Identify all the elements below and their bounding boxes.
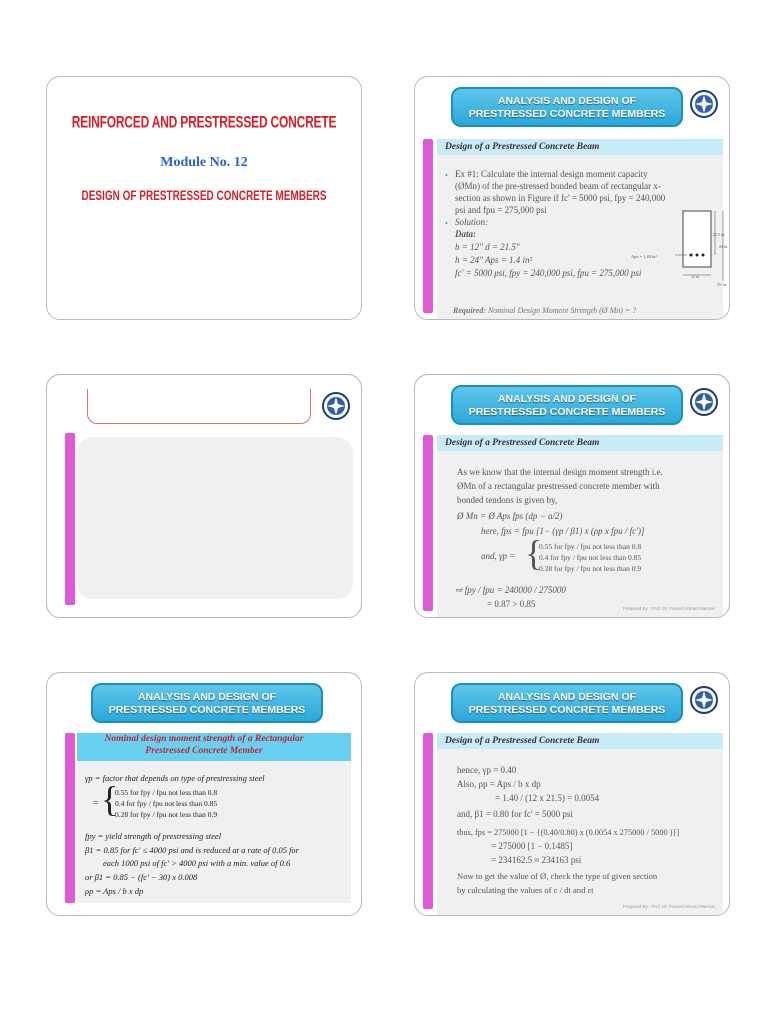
prepared-by-footer: Prepared By : Prof. Dr. Fareed Ahmed Memon (622, 606, 715, 611)
calc-line: = 1.40 / (12 x 21.5) = 0.0054 (495, 793, 600, 803)
calc-line: Also, ρp = Aps / b x dp (457, 779, 541, 789)
slide-banner: ANALYSIS AND DESIGN OF PRESTRESSED CONCRETE MEMBERS (91, 683, 323, 723)
brace-icon: { (525, 533, 543, 573)
definition-line: or β1 = 0.85 − (fc' − 30) x 0.008 (85, 872, 198, 882)
university-logo-icon (689, 685, 719, 715)
data-label: Data: (455, 229, 476, 239)
beam-section-diagram (629, 205, 727, 291)
slide-5 (46, 672, 362, 916)
cover-dimension-label: 2½ in. (717, 282, 728, 287)
slide-content (77, 437, 353, 599)
gamma-option: 0.4 for fpy / fpu not less than 0.85 (539, 553, 642, 562)
slide-3 (46, 374, 362, 618)
gamma-option: 0.55 for fpy / fpu not less than 0.8 (539, 542, 642, 551)
definition-line: fpy = yield strength of prestressing steel (85, 831, 222, 841)
slide-banner: ANALYSIS AND DESIGN OF PRESTRESSED CONCRETE MEMBERS (451, 683, 683, 723)
gamma-option: 0.4 for fpy / fpu not less than 0.85 (115, 799, 218, 808)
example-line: section as shown in Figure if fc' = 5000 psi, fpy = 240,000 (455, 193, 666, 203)
data-line: h = 24" Aps = 1.4 in² (455, 255, 533, 265)
slide-subhead: Design of a Prestressed Concrete Beam (437, 435, 723, 451)
prepared-by-footer: Prepared By : Prof. Dr. Fareed Ahmed Memon (622, 904, 715, 909)
solution-label: Solution: (455, 217, 488, 227)
definition-line: ρp = Aps / b x dp (85, 886, 144, 896)
calc-line: Now to get the value of Ø, check the type of given section (457, 871, 658, 881)
example-line: Ex #1: Calculate the internal design moment capacity (455, 169, 648, 179)
university-logo-icon (689, 89, 719, 119)
example-line: psi and fpu = 275,000 psi (455, 205, 547, 215)
beam-figure (629, 205, 727, 291)
gamma-option: 0.28 for fpy / fpu not less than 0.9 (115, 810, 218, 819)
b-dimension-label: 12 in. (691, 274, 701, 279)
ratio-result: = 0.87 > 0.85 (487, 599, 536, 609)
calc-line: hence, γp = 0.40 (457, 765, 517, 775)
empty-banner (87, 389, 311, 424)
slide-6 (414, 672, 730, 916)
data-line: b = 12" d = 21.5" (455, 242, 520, 252)
module-number: Module No. 12 (160, 155, 248, 170)
ratio-line: ⇨ fpy / fpu = 240000 / 275000 (455, 585, 566, 595)
bullet-icon: • (445, 170, 448, 180)
example-line: (ØMn) of the pre-stressed bonded beam of rectangular x- (455, 181, 661, 191)
required-line: Required: Nominal Design Moment Strength (Ø Mn) = ? (453, 306, 637, 315)
formula-line: Ø Mn = Ø Aps fps (dp − a/2) (457, 511, 563, 521)
slide-4 (414, 374, 730, 618)
subhead-line: Nominal design moment strength of a Rectangular (104, 734, 304, 744)
accent-bar (423, 435, 433, 611)
slide-subhead: Design of a Prestressed Concrete Beam (437, 733, 723, 749)
slide1-subtitle: DESIGN OF PRESTRESSED CONCRETE MEMBERS (81, 188, 327, 205)
subhead-line: Prestressed Concrete Member (145, 746, 263, 756)
equals-sign: = (93, 798, 99, 808)
university-logo-icon (321, 391, 351, 421)
aps-label: Aps = 1.40 in² (631, 254, 657, 259)
definition-line: β1 = 0.85 for fc' ≤ 4000 psi and is reduced at a rate of 0.05 for (85, 845, 299, 855)
slide-banner: ANALYSIS AND DESIGN OF PRESTRESSED CONCRETE MEMBERS (451, 385, 683, 425)
accent-bar (65, 433, 75, 605)
slide-subhead: Design of a Prestressed Concrete Beam (437, 139, 723, 155)
calc-line: = 275000 [1 − 0.1485] (491, 841, 573, 851)
slide-1 (46, 76, 362, 320)
gamma-option: 0.28 for fpy / fpu not less than 0.9 (539, 564, 642, 573)
gamma-option: 0.55 for fpy / fpu not less than 0.8 (115, 788, 218, 797)
slide1-title: REINFORCED AND PRESTRESSED CONCRETE (71, 112, 337, 132)
slide-2 (414, 76, 730, 320)
text-line: ØMn of a rectangular prestressed concrete member with (457, 481, 660, 491)
calc-line: and, β1 = 0.80 for fc' = 5000 psi (457, 809, 573, 819)
accent-bar (65, 733, 75, 903)
formula-line: here, fps = fpu [1− (γp / β1) x (ρp x fpu / fc')] (481, 526, 645, 536)
text-line: bonded tendons is given by, (457, 495, 558, 505)
bullet-icon: • (445, 218, 448, 228)
accent-bar (423, 733, 433, 909)
definition-line: each 1000 psi of fc' > 4000 psi with a min. value of 0.6 (103, 858, 291, 868)
data-line: fc' = 5000 psi, fpy = 240,000 psi, fpu = 275,000 psi (455, 268, 642, 278)
calc-line: thus, fps = 275000 [1 − {(0.40/0.80) x (0.0054 x 275000 / 5000 )}] (457, 828, 680, 837)
university-logo-icon (689, 387, 719, 417)
definition-line: γp = factor that depends on type of prestressing steel (85, 773, 265, 783)
brace-icon: { (101, 779, 119, 819)
text-line: As we know that the internal design moment strength i.e. (457, 467, 663, 477)
calc-line: = 234162.5 ≈ 234163 psi (491, 855, 582, 865)
gamma-label: and, γp = (481, 551, 516, 561)
slide-banner: ANALYSIS AND DESIGN OF PRESTRESSED CONCRETE MEMBERS (451, 87, 683, 127)
d-dimension-label: 21.5 in. (713, 232, 726, 237)
calc-line: by calculating the values of c / dt and εt (457, 885, 594, 895)
accent-bar (423, 139, 433, 313)
h-dimension-label: 24 in. (719, 244, 729, 249)
